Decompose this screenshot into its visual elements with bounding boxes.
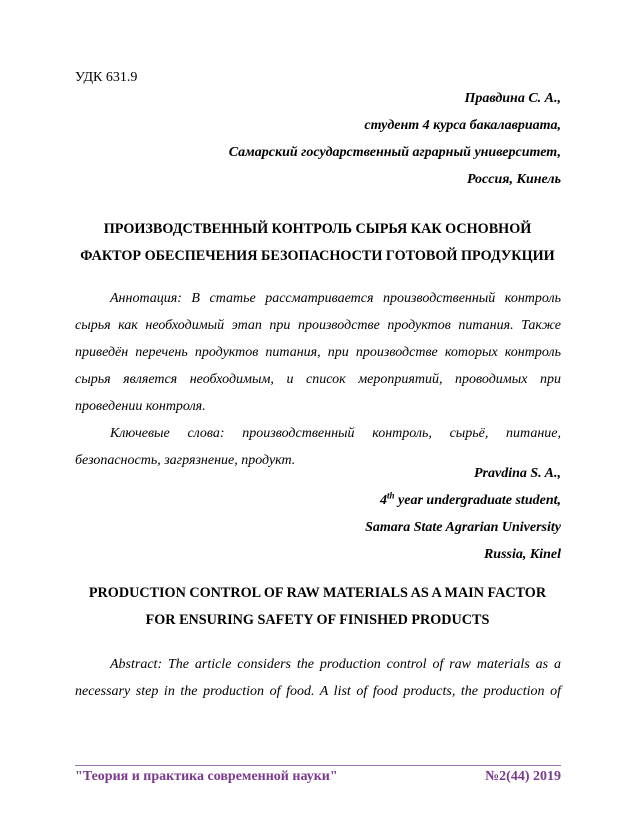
author-location: Россия, Кинель	[467, 172, 561, 187]
issue-number: №2(44) 2019	[485, 769, 561, 784]
russian-title	[60, 216, 575, 270]
author-location: Russia, Kinel	[483, 547, 561, 562]
russian-abstract	[75, 285, 561, 474]
udc-code: УДК 631.9	[75, 70, 138, 85]
author-university: Самарский государственный аграрный университет,	[228, 145, 561, 160]
title-line: PRODUCTION CONTROL OF RAW MATERIALS AS A MAIN FACTOR	[88, 585, 547, 601]
abstract-line: приведён перечень продуктов питания, при производстве которых контроль	[75, 345, 561, 360]
author-name: Правдина С. А.,	[464, 91, 561, 106]
english-author-block	[81, 460, 561, 568]
russian-author-block	[81, 85, 561, 193]
journal-name: "Теория и практика современной науки"	[75, 769, 338, 784]
english-title	[60, 580, 575, 634]
abstract-line: сырья является необходимым, и список мероприятий, проводимых при	[75, 372, 561, 387]
english-abstract	[75, 651, 561, 705]
abstract-line: сырья как необходимый этап при производстве продуктов питания. Также	[75, 318, 561, 333]
abstract-line: проведении контроля.	[75, 399, 206, 414]
abstract-line: Abstract: The article considers the production control of raw materials as a	[110, 657, 561, 672]
abstract-line: necessary step in the production of food. A list of food products, the production of	[75, 684, 561, 699]
author-position: 4th year undergraduate student,	[380, 490, 561, 508]
title-line: ПРОИЗВОДСТВЕННЫЙ КОНТРОЛЬ СЫРЬЯ КАК ОСНОВНОЙ	[103, 221, 532, 237]
author-university: Samara State Agrarian University	[365, 520, 561, 535]
abstract-line: Аннотация: В статье рассматривается производственный контроль	[110, 291, 561, 306]
author-name: Pravdina S. A.,	[474, 466, 561, 481]
keywords-line: безопасность, загрязнение, продукт.	[75, 453, 296, 468]
title-line: ФАКТОР ОБЕСПЕЧЕНИЯ БЕЗОПАСНОСТИ ГОТОВОЙ ПРОДУКЦИИ	[80, 248, 555, 264]
keywords-line: Ключевые слова: производственный контроль, сырьё, питание,	[110, 426, 561, 441]
author-position: студент 4 курса бакалавриата,	[364, 118, 561, 133]
title-line: FOR ENSURING SAFETY OF FINISHED PRODUCTS	[145, 612, 490, 628]
